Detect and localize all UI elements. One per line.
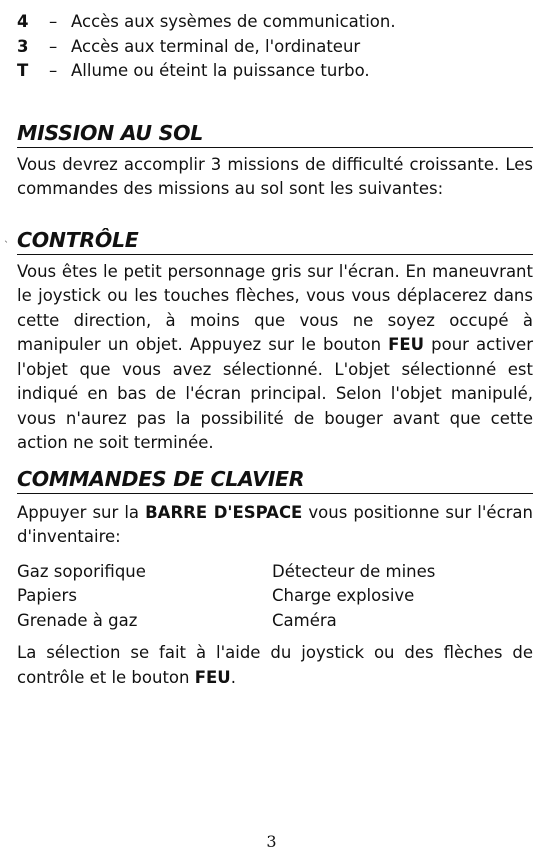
key-label: 3 — [17, 36, 29, 56]
scan-mark: ˎ — [4, 232, 9, 243]
key-dash: – — [49, 12, 58, 31]
inventory-list — [17, 560, 533, 634]
selection-text-end: . — [230, 667, 236, 687]
inventory-item: Caméra — [272, 610, 337, 630]
controle-text-start: Vous êtes le petit personnage gris sur l'écran. En maneuvrant le joystick ou les touches flèches, vous vous déplacerez dans cette direction, à moins que vous ne soyez occupé à manipuler un objet. Appuyez sur le bouton — [17, 261, 533, 354]
clavier-text-end: vous positionne sur l'écran d'inventaire: — [17, 502, 533, 546]
inventory-column-right — [272, 560, 527, 634]
feu-keyword: FEU — [388, 335, 425, 354]
manual-page — [17, 4, 533, 690]
inventory-column-left — [17, 560, 272, 634]
inventory-item: Charge explosive — [272, 586, 415, 605]
inventory-item: Papiers — [17, 586, 77, 605]
key-description: Allume ou éteint la puissance turbo. — [71, 61, 370, 80]
key-label: 4 — [17, 12, 29, 31]
key-dash: – — [49, 61, 58, 80]
key-list — [17, 10, 533, 84]
key-row — [17, 59, 533, 84]
mission-heading: MISSION AU SOL — [17, 120, 533, 148]
controle-text-end: pour activer l'objet que vous avez sélectionné. L'objet sélectionné est indiqué en bas de l'écran principal. Selon l'objet manipulé, vous n'aurez pas la possibilité de bouger avant que cette action ne soit terminée. — [17, 335, 533, 452]
space-bar-keyword: BARRE D'ESPACE — [145, 502, 303, 522]
selection-text-start: La sélection se fait à l'aide du joystick ou des flèches de contrôle et le bouton — [17, 643, 533, 687]
selection-text — [17, 641, 533, 690]
mission-text: Vous devrez accomplir 3 missions de difficulté croissante. Les commandes des missions au sol sont les suivantes: — [17, 154, 533, 198]
key-description: Accès aux terminal de, l'ordinateur — [71, 36, 361, 56]
key-label: T — [17, 61, 29, 80]
key-dash: – — [49, 36, 58, 56]
key-row — [17, 10, 533, 35]
clavier-text-start: Appuyer sur la — [17, 502, 146, 522]
controle-text — [17, 260, 533, 456]
inventory-item: Gaz soporifique — [17, 561, 146, 581]
inventory-item: Grenade à gaz — [17, 610, 138, 630]
page-number: 3 — [266, 832, 277, 851]
key-row — [17, 35, 533, 60]
inventory-item: Détecteur de mines — [272, 561, 436, 581]
feu-keyword: FEU — [194, 667, 231, 687]
controle-heading: CONTRÔLE — [17, 227, 533, 255]
key-description: Accès aux sysèmes de communication. — [71, 12, 396, 31]
clavier-text — [17, 501, 533, 550]
clavier-heading: COMMANDES DE CLAVIER — [17, 466, 533, 494]
